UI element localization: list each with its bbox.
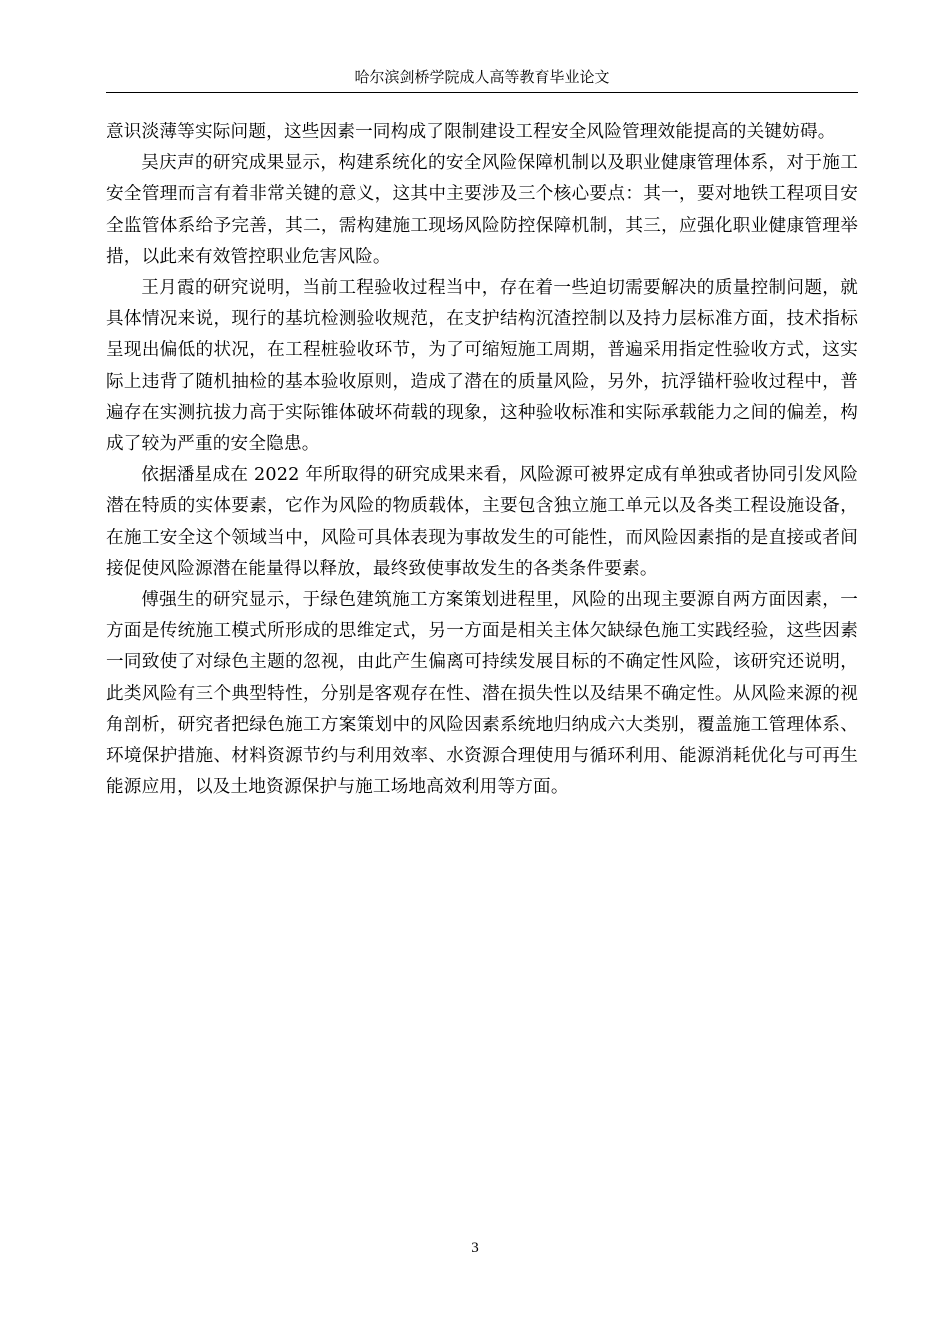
paragraph-wang-yuexia: 王月霞的研究说明，当前工程验收过程当中，存在着一些迫切需要解决的质量控制问题，就具体情况来说，现行的基坑检测验收规范，在支护结构沉渣控制以及持力层标准方面，技术指标呈现出偏低的状况，在工程桩验收环节，为了可缩短施工周期，普遍采用指定性验收方式，这实际上违背了随机抽检的基本验收原则，造成了潜在的质量风险，另外，抗浮锚杆验收过程中，普遍存在实测抗拔力高于实际锥体破坏荷载的现象，这种验收标准和实际承载能力之间的偏差，构成了较为严重的安全隐患。 — [106, 278, 858, 455]
page-number: 3 — [471, 1240, 479, 1256]
paragraph-wu-qingsheng: 吴庆声的研究成果显示，构建系统化的安全风险保障机制以及职业健康管理体系，对于施工安全管理而言有着非常关键的意义，这其中主要涉及三个核心要点：其一，要对地铁工程项目安全监管体系给予完善，其二，需构建施工现场风险防控保障机制，其三，应强化职业健康管理举措，以此来有效管控职业危害风险。 — [106, 153, 858, 267]
page-header — [106, 62, 858, 93]
paragraph-continuation: 意识淡薄等实际问题，这些因素一同构成了限制建设工程安全风险管理效能提高的关键妨碍。 — [106, 122, 836, 142]
body-text — [106, 117, 858, 803]
paragraph-pan-xingcheng: 依据潘星成在 2022 年所取得的研究成果来看，风险源可被界定成有单独或者协同引发风险潜在特质的实体要素，它作为风险的物质载体，主要包含独立施工单元以及各类工程设施设备，在施工安全这个领域当中，风险可具体表现为事故发生的可能性，而风险因素指的是直接或者间接促使风险源潜在能量得以释放，最终致使事故发生的各类条件要素。 — [106, 465, 858, 579]
paragraph-fu-qiangsheng: 傅强生的研究显示，于绿色建筑施工方案策划进程里，风险的出现主要源自两方面因素，一方面是传统施工模式所形成的思维定式，另一方面是相关主体欠缺绿色施工实践经验，这些因素一同致使了对绿色主题的忽视，由此产生偏离可持续发展目标的不确定性风险，该研究还说明，此类风险有三个典型特性，分别是客观存在性、潜在损失性以及结果不确定性。从风险来源的视角剖析，研究者把绿色施工方案策划中的风险因素系统地归纳成六大类别，覆盖施工管理体系、环境保护措施、材料资源节约与利用效率、水资源合理使用与循环利用、能源消耗优化与可再生能源应用，以及土地资源保护与施工场地高效利用等方面。 — [106, 590, 858, 798]
header-title: 哈尔滨剑桥学院成人高等教育毕业论文 — [354, 68, 610, 86]
